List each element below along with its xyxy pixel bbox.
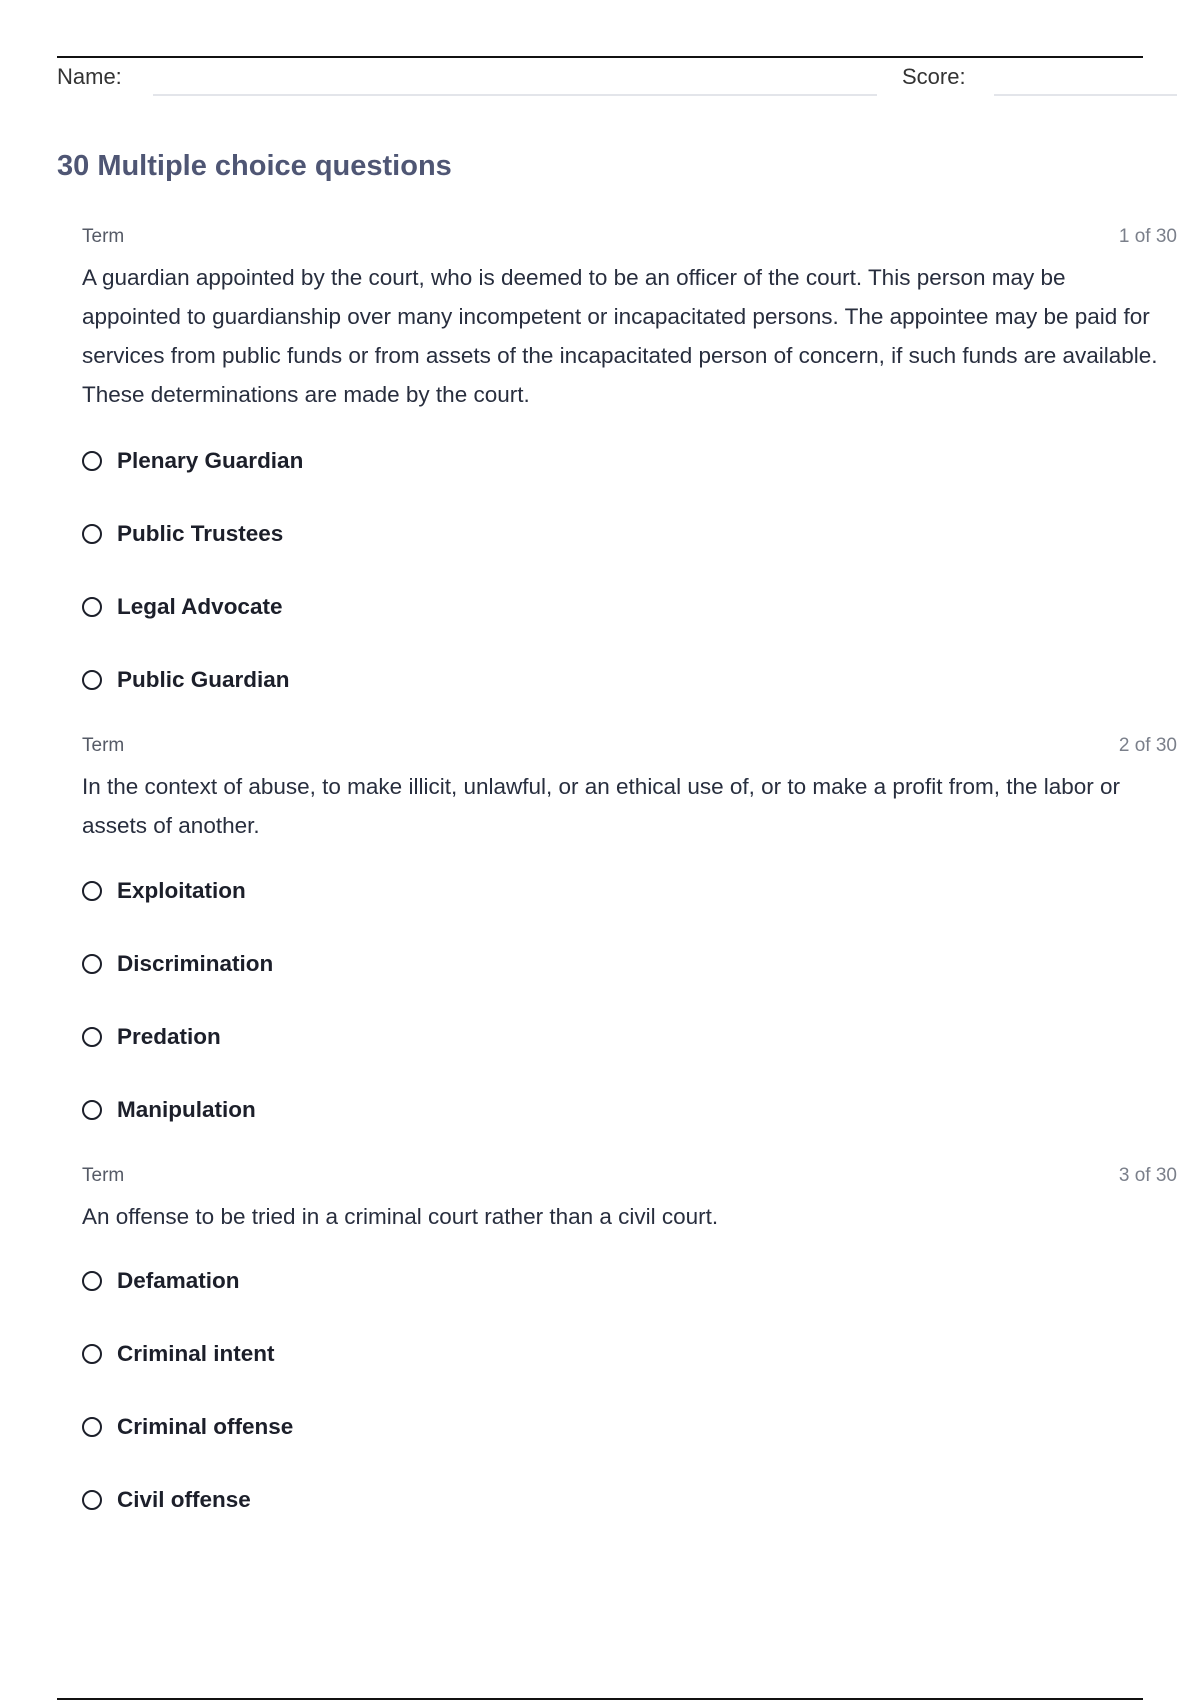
question-1 (82, 226, 1177, 706)
question-prompt: A guardian appointed by the court, who is deemed to be an officer of the court. This person may be appointed to guardianship over many incompetent or incapacitated persons. The appointee may be paid for services from public funds or from assets of the incapacitated person of concern, if such funds are available. These determinations are made by the court. (82, 265, 1158, 407)
radio-button-icon[interactable] (82, 1417, 102, 1437)
radio-button-icon[interactable] (82, 1027, 102, 1047)
answer-option-label: Criminal intent (117, 1341, 275, 1366)
question-counter: 3 of 30 (1118, 1165, 1177, 1186)
radio-button-icon[interactable] (82, 954, 102, 974)
answer-option[interactable] (82, 1409, 293, 1445)
question-2 (82, 735, 1177, 1135)
answer-option[interactable] (82, 662, 290, 698)
answer-option[interactable] (82, 1482, 251, 1518)
answer-option-label: Discrimination (117, 951, 274, 976)
answer-option-label: Public Guardian (117, 667, 290, 692)
answer-option[interactable] (82, 1263, 240, 1299)
answer-option-label: Criminal offense (117, 1414, 294, 1439)
score-field-line[interactable] (994, 94, 1177, 96)
radio-button-icon[interactable] (82, 524, 102, 544)
name-label: Name: (57, 64, 122, 89)
top-rule (57, 56, 1143, 58)
answer-option[interactable] (82, 873, 246, 909)
answer-option[interactable] (82, 1336, 275, 1372)
name-field-line[interactable] (153, 94, 877, 96)
question-prompt: An offense to be tried in a criminal court rather than a civil court. (82, 1204, 719, 1229)
question-counter: 2 of 30 (1118, 735, 1177, 756)
radio-button-icon[interactable] (82, 597, 102, 617)
answer-option-label: Exploitation (117, 878, 246, 903)
term-label: Term (82, 1165, 125, 1186)
radio-button-icon[interactable] (82, 670, 102, 690)
answer-option[interactable] (82, 516, 283, 552)
answer-option[interactable] (82, 1092, 256, 1128)
radio-button-icon[interactable] (82, 1271, 102, 1291)
answer-option[interactable] (82, 1019, 221, 1055)
score-label: Score: (902, 64, 966, 89)
answer-option-label: Predation (117, 1024, 221, 1049)
answer-option[interactable] (82, 443, 303, 479)
radio-button-icon[interactable] (82, 1100, 102, 1120)
answer-option[interactable] (82, 589, 282, 625)
answer-option-label: Legal Advocate (117, 594, 283, 619)
term-label: Term (82, 226, 125, 247)
answer-option[interactable] (82, 946, 273, 982)
term-label: Term (82, 735, 125, 756)
question-3 (82, 1165, 1177, 1535)
page-title: 30 Multiple choice questions (57, 150, 452, 182)
answer-option-label: Public Trustees (117, 521, 284, 546)
answer-option-label: Manipulation (117, 1097, 256, 1122)
answer-option-label: Defamation (117, 1268, 240, 1293)
radio-button-icon[interactable] (82, 881, 102, 901)
question-counter: 1 of 30 (1118, 226, 1177, 247)
radio-button-icon[interactable] (82, 451, 102, 471)
answer-option-label: Plenary Guardian (117, 448, 304, 473)
radio-button-icon[interactable] (82, 1344, 102, 1364)
radio-button-icon[interactable] (82, 1490, 102, 1510)
answer-option-label: Civil offense (117, 1487, 251, 1512)
question-prompt: In the context of abuse, to make illicit, unlawful, or an ethical use of, or to make a profit from, the labor or assets of another. (82, 774, 1121, 838)
